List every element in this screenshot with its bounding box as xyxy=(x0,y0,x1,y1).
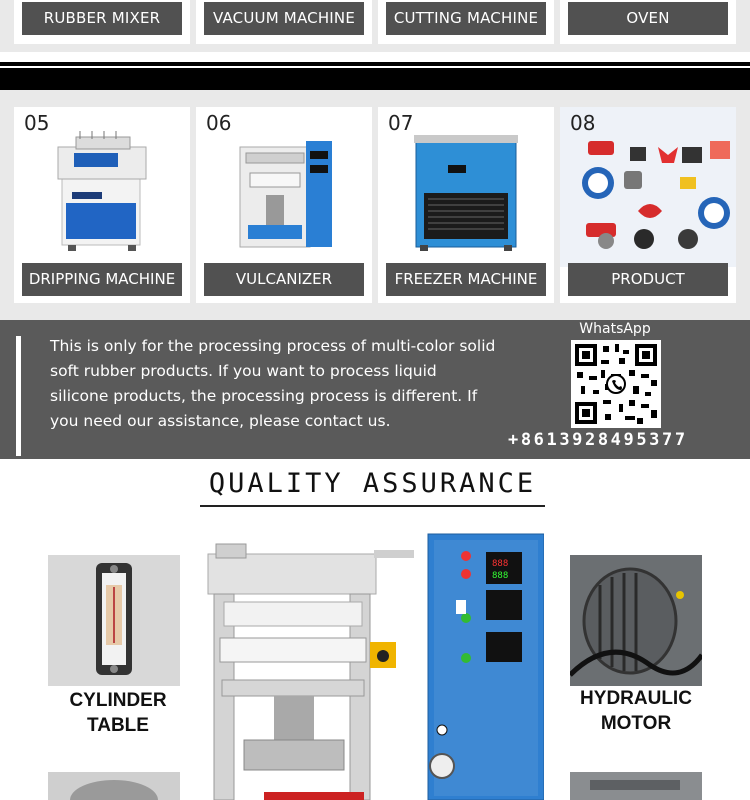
phone-number[interactable]: +8613928495377 xyxy=(508,430,688,450)
vulcanizer-machine-photo xyxy=(204,530,544,800)
product-number: 06 xyxy=(206,111,232,135)
category-card-oven[interactable] xyxy=(560,0,736,44)
gauge-photo xyxy=(48,772,180,800)
product-number: 07 xyxy=(388,111,414,135)
category-label: RUBBER MIXER xyxy=(22,2,182,35)
pipe-photo xyxy=(570,772,702,800)
accent-bar xyxy=(16,336,21,456)
hydraulic-motor-photo xyxy=(570,555,702,686)
cylinder-label-line1: CYLINDER xyxy=(69,690,167,711)
category-label: OVEN xyxy=(568,2,728,35)
hydraulic-label-line1: HYDRAULIC xyxy=(580,688,692,709)
process-notice-text: This is only for the processing process of multi-color solid soft rubber products. If you want to process liquid silicone products, the processing process is different. If you need our assistance, please contact us. xyxy=(50,337,496,430)
product-label: PRODUCT xyxy=(568,263,728,296)
cylinder-label-line2: TABLE xyxy=(87,715,149,736)
product-card-product[interactable] xyxy=(560,107,736,303)
product-label: DRIPPING MACHINE xyxy=(22,263,182,296)
category-card-cutting-machine[interactable] xyxy=(378,0,554,44)
whatsapp-label: WhatsApp xyxy=(579,321,651,337)
contact-info-band xyxy=(0,320,750,459)
qr-code-icon[interactable] xyxy=(571,340,661,428)
category-card-vacuum-machine[interactable] xyxy=(196,0,372,44)
category-label: CUTTING MACHINE xyxy=(386,2,546,35)
title-underline xyxy=(200,505,545,507)
product-card-vulcanizer[interactable] xyxy=(196,107,372,303)
svg-text:888: 888 xyxy=(492,559,509,569)
product-card-freezer-machine[interactable] xyxy=(378,107,554,303)
product-card-dripping-machine[interactable] xyxy=(14,107,190,303)
product-number: 08 xyxy=(570,111,596,135)
hydraulic-label-line2: MOTOR xyxy=(600,713,672,734)
product-label: FREEZER MACHINE xyxy=(386,263,546,296)
cylinder-table-photo xyxy=(48,555,180,686)
category-card-rubber-mixer[interactable] xyxy=(14,0,190,44)
svg-text:888: 888 xyxy=(492,571,509,581)
section-divider xyxy=(0,62,750,90)
quality-assurance-title: QUALITY ASSURANCE xyxy=(208,468,537,499)
product-label: VULCANIZER xyxy=(204,263,364,296)
product-number: 05 xyxy=(24,111,50,135)
category-label: VACUUM MACHINE xyxy=(204,2,364,35)
